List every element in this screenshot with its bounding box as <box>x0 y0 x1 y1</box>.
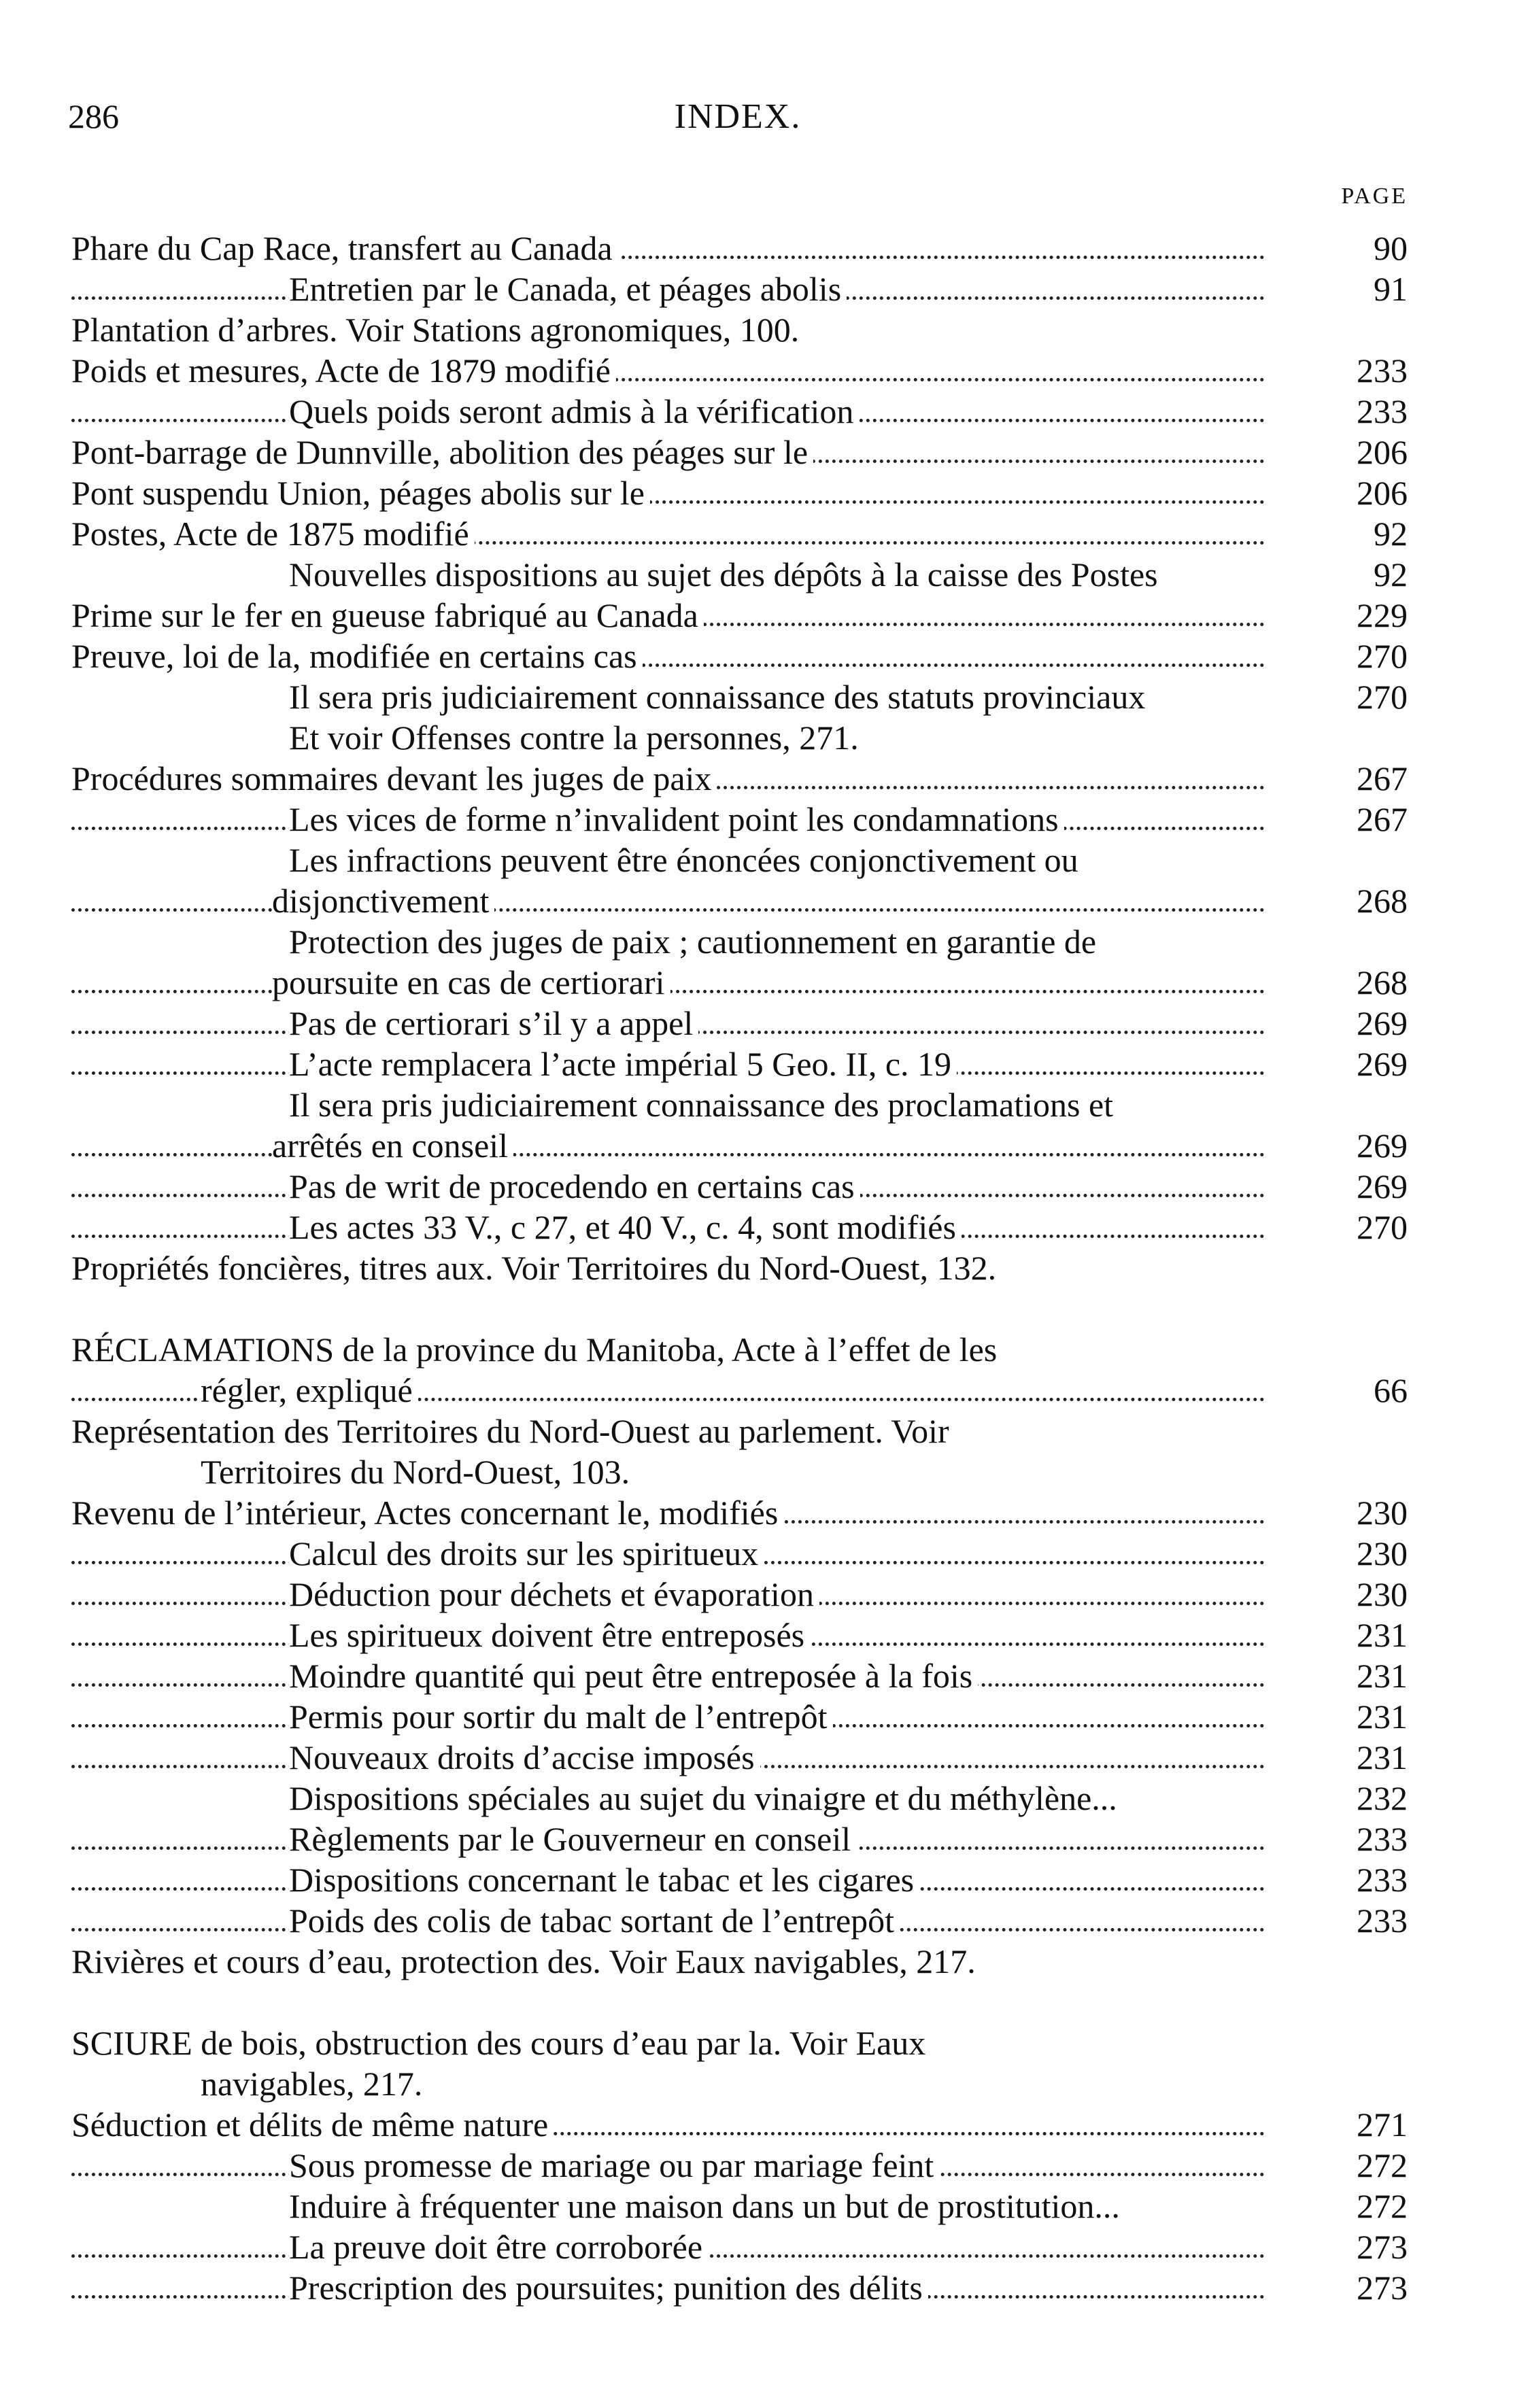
entry-page: 66 <box>1374 1371 1408 1409</box>
index-line <box>71 1166 1408 1207</box>
entry-page: 268 <box>1357 882 1408 920</box>
entry-text: arrêtés en conseil <box>272 1126 513 1165</box>
index-line <box>71 676 1408 717</box>
entry-text: Plantation d’arbres. Voir Stations agronomiques, 100. <box>71 311 804 349</box>
entry-page: 272 <box>1357 2187 1408 2225</box>
index-line <box>71 1207 1408 1248</box>
entry-text: Prescription des poursuites; punition des délits <box>289 2269 928 2307</box>
entry-text: Il sera pris judiciairement connaissance des proclamations et <box>289 1086 1119 1124</box>
entry-page: 90 <box>1374 229 1408 267</box>
entry-text: régler, expliqué <box>201 1371 418 1409</box>
entry-text: Les infractions peuvent être énoncées conjonctivement ou <box>289 841 1084 879</box>
index-line <box>71 1737 1408 1778</box>
entry-text: Nouvelles dispositions au sujet des dépôts à la caisse des Postes <box>289 555 1163 594</box>
entry-text: La preuve doit être corroborée <box>289 2228 708 2266</box>
entry-page: 206 <box>1357 474 1408 512</box>
index-line <box>71 1003 1408 1044</box>
entry-page: 233 <box>1357 351 1408 390</box>
entry-text: Poids des colis de tabac sortant de l’entrepôt <box>289 1902 900 1940</box>
index-line <box>71 1451 1408 1492</box>
entry-text: Il sera pris judiciairement connaissance des statuts provinciaux <box>289 678 1151 716</box>
entry-page: 231 <box>1357 1657 1408 1695</box>
entry-text: Procédures sommaires devant les juges de paix <box>71 759 717 797</box>
entry-text: Séduction et délits de même nature <box>71 2105 554 2144</box>
entry-page: 230 <box>1357 1534 1408 1572</box>
entry-text: Nouveaux droits d’accise imposés <box>289 1738 760 1776</box>
entry-page: 206 <box>1357 433 1408 471</box>
index-line <box>71 758 1408 799</box>
section-gap <box>71 1982 1408 2023</box>
index-line <box>71 921 1408 962</box>
index-line <box>71 717 1408 758</box>
index-line <box>71 1859 1408 1900</box>
entry-page: 269 <box>1357 1004 1408 1042</box>
entry-text: Déduction pour déchets et évaporation <box>289 1575 819 1613</box>
entry-page: 272 <box>1357 2146 1408 2184</box>
index-line <box>71 554 1408 595</box>
index-line <box>71 1819 1408 1859</box>
index-line <box>71 2023 1408 2063</box>
entry-page: 92 <box>1374 515 1408 553</box>
entry-page: 273 <box>1357 2228 1408 2266</box>
index-line <box>71 799 1408 840</box>
entry-page: 231 <box>1357 1616 1408 1654</box>
entry-page: 231 <box>1357 1738 1408 1776</box>
index-line <box>71 472 1408 513</box>
entry-text: Protection des juges de paix ; cautionnement en garantie de <box>289 923 1102 961</box>
entry-page: 233 <box>1357 1820 1408 1858</box>
index-line <box>71 432 1408 472</box>
entry-text: Entretien par le Canada, et péages abolis <box>289 270 847 308</box>
index-line <box>71 2186 1408 2226</box>
index-line <box>71 1084 1408 1125</box>
entry-text: Permis pour sortir du malt de l’entrepôt <box>289 1698 833 1736</box>
entry-text: poursuite en cas de certiorari <box>272 963 670 1001</box>
entry-page: 233 <box>1357 1861 1408 1899</box>
entry-text: Induire à fréquenter une maison dans un but de prostitution... <box>289 2187 1125 2225</box>
entry-page: 269 <box>1357 1045 1408 1083</box>
page-column-label: PAGE <box>1341 184 1408 209</box>
entry-text: Moindre quantité qui peut être entreposée à la fois <box>289 1657 978 1695</box>
entry-text: Les vices de forme n’invalident point les condamnations <box>289 800 1064 838</box>
entry-text: Prime sur le fer en gueuse fabriqué au Canada <box>71 596 704 634</box>
entry-page: 267 <box>1357 759 1408 797</box>
index-line <box>71 1533 1408 1574</box>
entry-text: Revenu de l’intérieur, Actes concernant le, modifiés <box>71 1494 783 1532</box>
index-line <box>71 962 1408 1003</box>
entry-text: Sous promesse de mariage ou par mariage feint <box>289 2146 939 2184</box>
entry-page: 273 <box>1357 2269 1408 2307</box>
entry-text: Pas de certiorari s’il y a appel <box>289 1004 698 1042</box>
entry-text: Règlements par le Gouverneur en conseil <box>289 1820 856 1858</box>
index-line <box>71 1044 1408 1084</box>
entry-page: 91 <box>1374 270 1408 308</box>
index-line <box>71 840 1408 880</box>
index-line <box>71 1574 1408 1615</box>
entry-text: Et voir Offenses contre la personnes, 271. <box>289 719 864 757</box>
entry-text: Calcul des droits sur les spiritueux <box>289 1534 764 1572</box>
entry-text: Phare du Cap Race, transfert au Canada <box>71 229 618 267</box>
index-line <box>71 1941 1408 1982</box>
entry-text: Propriétés foncières, titres aux. Voir Territoires du Nord-Ouest, 132. <box>71 1249 1002 1287</box>
section-gap <box>71 1288 1408 1329</box>
index-line <box>71 1696 1408 1737</box>
entry-page: 232 <box>1357 1779 1408 1817</box>
entry-text: Les spiritueux doivent être entreposés <box>289 1616 810 1654</box>
entry-text: disjonctivement <box>272 882 494 920</box>
index-entries <box>71 228 1408 2308</box>
entry-page: 231 <box>1357 1698 1408 1736</box>
index-line <box>71 228 1408 269</box>
index-line <box>71 1615 1408 1655</box>
entry-page: 268 <box>1357 963 1408 1001</box>
entry-page: 269 <box>1357 1126 1408 1165</box>
entry-text: Dispositions spéciales au sujet du vinaigre et du méthylène... <box>289 1779 1123 1817</box>
entry-page: 270 <box>1357 637 1408 675</box>
entry-text: Rivières et cours d’eau, protection des. Voir Eaux navigables, 217. <box>71 1942 981 1980</box>
entry-page: 92 <box>1374 555 1408 594</box>
index-line <box>71 880 1408 921</box>
entry-page: 267 <box>1357 800 1408 838</box>
index-line <box>71 636 1408 676</box>
entry-text: L’acte remplacera l’acte impérial 5 Geo. II, c. 19 <box>289 1045 957 1083</box>
page-number: 286 <box>68 97 119 135</box>
entry-text: Quels poids seront admis à la vérification <box>289 392 859 430</box>
index-line <box>71 309 1408 350</box>
entry-text: Preuve, loi de la, modifiée en certains cas <box>71 637 643 675</box>
page-title: INDEX. <box>674 97 802 136</box>
index-line <box>71 1329 1408 1370</box>
index-line <box>71 269 1408 309</box>
entry-text: Pas de writ de procedendo en certains cas <box>289 1167 860 1205</box>
index-line <box>71 1125 1408 1166</box>
index-line <box>71 391 1408 432</box>
entry-page: 270 <box>1357 1208 1408 1246</box>
index-line <box>71 595 1408 636</box>
entry-page: 233 <box>1357 1902 1408 1940</box>
entry-text: Les actes 33 V., c 27, et 40 V., c. 4, sont modifiés <box>289 1208 962 1246</box>
entry-page: 233 <box>1357 392 1408 430</box>
entry-text: Postes, Acte de 1875 modifié <box>71 515 475 553</box>
entry-text: Représentation des Territoires du Nord-Ouest au parlement. Voir <box>71 1412 955 1450</box>
entry-page: 230 <box>1357 1494 1408 1532</box>
index-line <box>71 2104 1408 2145</box>
entry-text: Territoires du Nord-Ouest, 103. <box>201 1453 635 1491</box>
entry-page: 269 <box>1357 1167 1408 1205</box>
index-line <box>71 2267 1408 2308</box>
entry-page: 270 <box>1357 678 1408 716</box>
entry-page: 271 <box>1357 2105 1408 2144</box>
index-line <box>71 1492 1408 1533</box>
index-line <box>71 2226 1408 2267</box>
entry-page: 230 <box>1357 1575 1408 1613</box>
entry-text: Dispositions concernant le tabac et les cigares <box>289 1861 919 1899</box>
entry-text: SCIURE de bois, obstruction des cours d’eau par la. Voir Eaux <box>71 2024 931 2062</box>
entry-text: navigables, 217. <box>201 2065 428 2103</box>
index-line <box>71 2063 1408 2104</box>
entry-text: RÉCLAMATIONS de la province du Manitoba, Acte à l’effet de les <box>71 1330 1002 1369</box>
index-line <box>71 2145 1408 2186</box>
entry-text: Pont suspendu Union, péages abolis sur le <box>71 474 650 512</box>
index-line <box>71 1411 1408 1451</box>
index-line <box>71 513 1408 554</box>
index-line <box>71 1900 1408 1941</box>
index-line <box>71 1370 1408 1411</box>
index-line <box>71 1248 1408 1288</box>
index-line <box>71 350 1408 391</box>
entry-text: Poids et mesures, Acte de 1879 modifié <box>71 351 616 390</box>
index-line <box>71 1778 1408 1819</box>
entry-text: Pont-barrage de Dunnville, abolition des péages sur le <box>71 433 813 471</box>
entry-page: 229 <box>1357 596 1408 634</box>
index-line <box>71 1655 1408 1696</box>
page-header <box>68 97 1408 144</box>
